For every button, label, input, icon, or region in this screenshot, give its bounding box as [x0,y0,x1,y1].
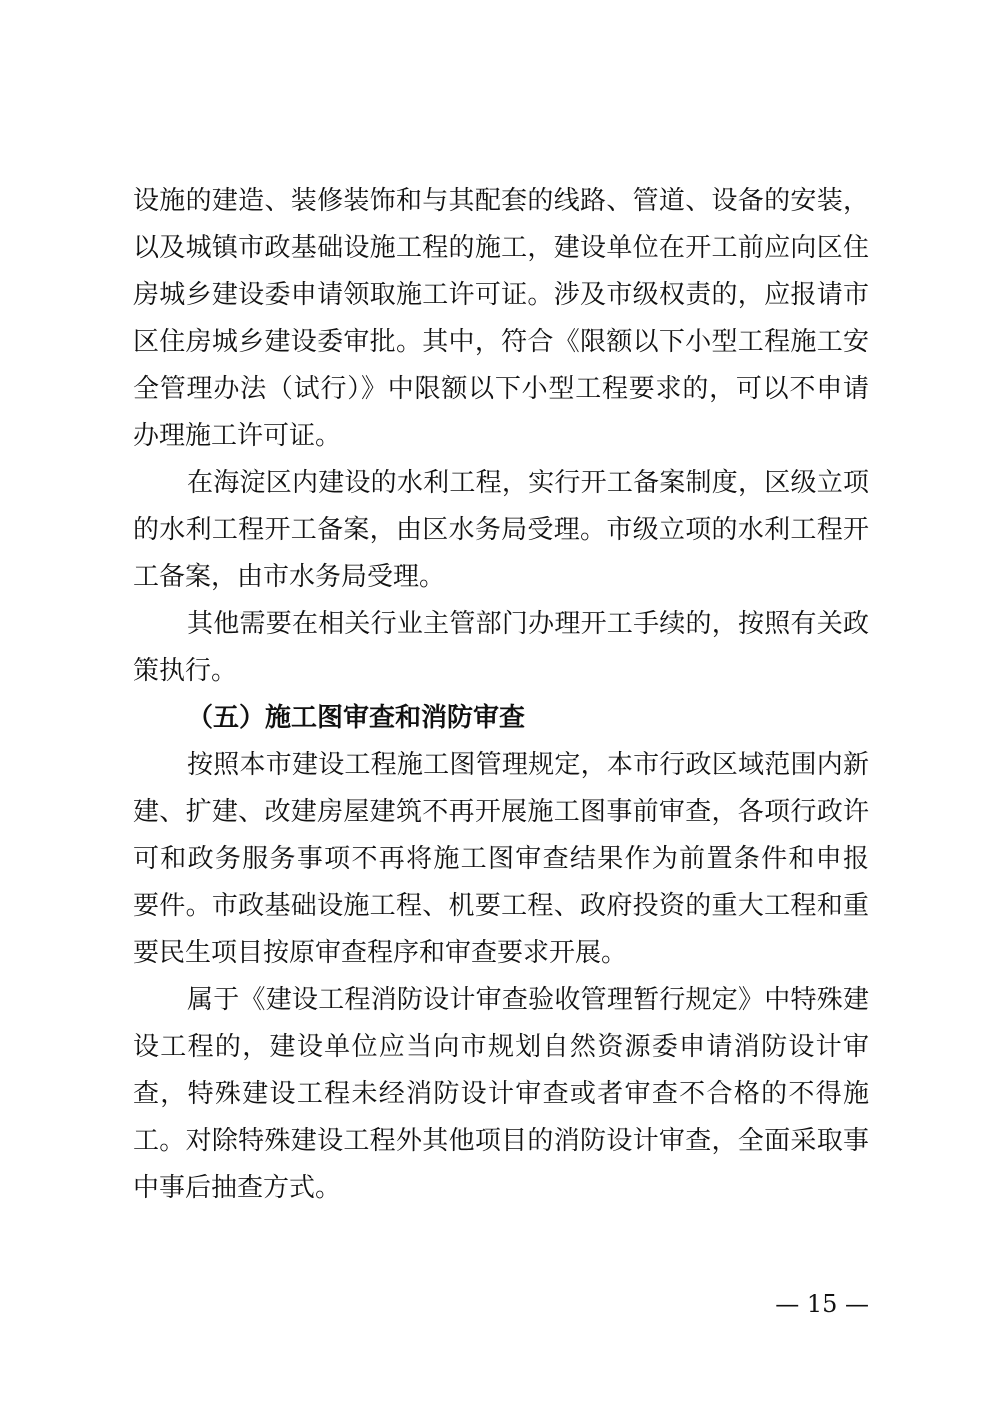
text-line: 设工程的，建设单位应当向市规划自然资源委申请消防设计审 [133,1032,869,1062]
paragraph-water-project [133,460,869,601]
document-body [133,178,869,1212]
paragraph-drawing-review [133,742,869,977]
text-line: 全管理办法（试行）》中限额以下小型工程要求的，可以不申请 [133,374,869,404]
text-line: 查，特殊建设工程未经消防设计审查或者审查不合格的不得施 [133,1079,869,1109]
text-line: 要件。市政基础设施工程、机要工程、政府投资的重大工程和重 [133,891,869,921]
text-line: 中事后抽查方式。 [133,1173,342,1203]
text-line: 要民生项目按原审查程序和审查要求开展。 [133,938,628,968]
text-line: 房城乡建设委申请领取施工许可证。涉及市级权责的，应报请市 [133,280,869,310]
text-line: 设施的建造、装修装饰和与其配套的线路、管道、设备的安装， [133,186,869,216]
text-line: 区住房城乡建设委审批。其中，符合《限额以下小型工程施工安 [133,327,869,357]
section-heading: （五）施工图审查和消防审查 [187,703,526,733]
text-line: 按照本市建设工程施工图管理规定，本市行政区域范围内新 [187,750,869,780]
text-line: 工备案，由市水务局受理。 [133,562,446,592]
paragraph-construction-permit [133,178,869,460]
text-line: 的水利工程开工备案，由区水务局受理。市级立项的水利工程开 [133,515,869,545]
paragraph-other-procedures [133,601,869,695]
page-number: — 15 — [775,1290,869,1318]
text-line: 属于《建设工程消防设计审查验收管理暂行规定》中特殊建 [187,985,869,1015]
paragraph-fire-review [133,977,869,1212]
text-line: 可和政务服务事项不再将施工图审查结果作为前置条件和申报 [133,844,869,874]
text-line: 其他需要在相关行业主管部门办理开工手续的，按照有关政 [187,609,869,639]
text-line: 工。对除特殊建设工程外其他项目的消防设计审查，全面采取事 [133,1126,869,1156]
text-line: 建、扩建、改建房屋建筑不再开展施工图事前审查，各项行政许 [133,797,869,827]
text-line: 办理施工许可证。 [133,421,342,451]
text-line: 在海淀区内建设的水利工程，实行开工备案制度，区级立项 [187,468,869,498]
text-line: 以及城镇市政基础设施工程的施工，建设单位在开工前应向区住 [133,233,869,263]
text-line: 策执行。 [133,656,238,686]
